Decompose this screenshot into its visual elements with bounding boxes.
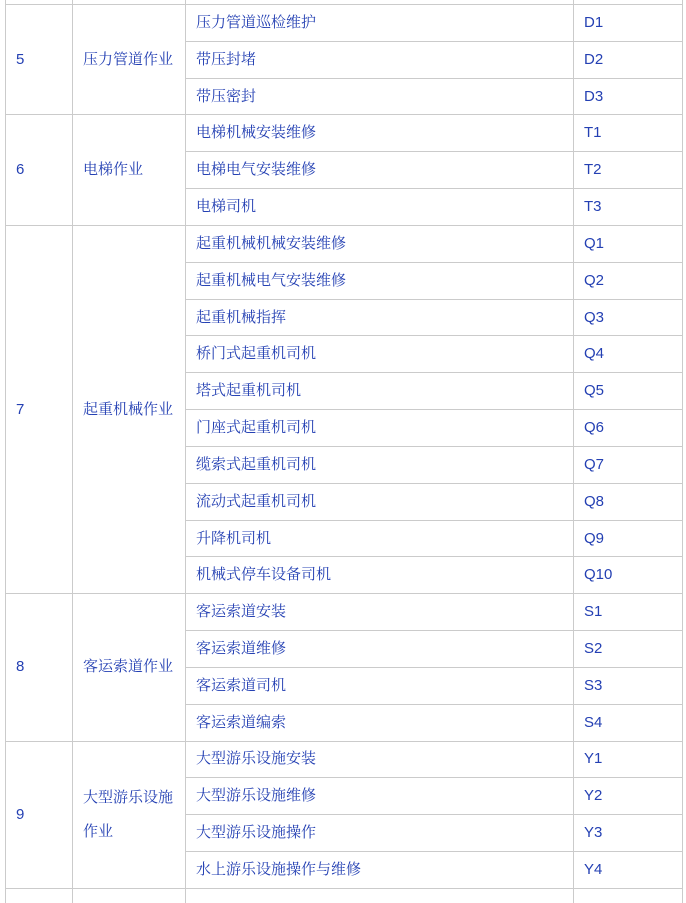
item-name-cell: 升降机司机 <box>186 520 574 557</box>
item-code-cell: Q5 <box>574 373 683 410</box>
item-name-cell: 客运索道安装 <box>186 594 574 631</box>
empty-cell <box>73 888 186 903</box>
category-cell: 压力管道作业 <box>73 5 186 115</box>
table-row <box>6 741 683 778</box>
item-code-cell: Q6 <box>574 410 683 447</box>
item-name-cell: 起重机械机械安装维修 <box>186 225 574 262</box>
serial-number-cell: 6 <box>6 115 73 225</box>
item-code-cell: S3 <box>574 667 683 704</box>
item-name-cell: 大型游乐设施安装 <box>186 741 574 778</box>
category-cell: 起重机械作业 <box>73 225 186 593</box>
item-name-cell: 桥门式起重机司机 <box>186 336 574 373</box>
item-name-cell: 机械式停车设备司机 <box>186 557 574 594</box>
item-name-cell: 起重机械指挥 <box>186 299 574 336</box>
item-code-cell: T3 <box>574 189 683 226</box>
item-name-cell: 流动式起重机司机 <box>186 483 574 520</box>
item-name-cell: 门座式起重机司机 <box>186 410 574 447</box>
item-name-cell: 客运索道维修 <box>186 631 574 668</box>
item-name-cell: 起重机械电气安装维修 <box>186 262 574 299</box>
item-code-cell: Q1 <box>574 225 683 262</box>
item-code-cell: Q3 <box>574 299 683 336</box>
item-name-cell: 大型游乐设施维修 <box>186 778 574 815</box>
serial-number-cell: 7 <box>6 225 73 593</box>
table-body <box>6 0 683 903</box>
item-code-cell: Q8 <box>574 483 683 520</box>
item-name-cell: 电梯司机 <box>186 189 574 226</box>
category-cell: 客运索道作业 <box>73 594 186 741</box>
table-row <box>6 115 683 152</box>
table-row <box>6 225 683 262</box>
item-code-cell: Q4 <box>574 336 683 373</box>
item-code-cell: T1 <box>574 115 683 152</box>
category-cell: 大型游乐设施作业 <box>73 741 186 888</box>
item-code-cell: S4 <box>574 704 683 741</box>
item-name-cell: 带压封堵 <box>186 41 574 78</box>
item-name-cell: 带压密封 <box>186 78 574 115</box>
empty-cell <box>574 888 683 903</box>
item-name-cell: 客运索道编索 <box>186 704 574 741</box>
serial-number-cell: 8 <box>6 594 73 741</box>
item-name-cell: 缆索式起重机司机 <box>186 446 574 483</box>
cut-off-row-bottom <box>6 888 683 903</box>
item-code-cell: D1 <box>574 5 683 42</box>
serial-number-cell: 9 <box>6 741 73 888</box>
empty-cell <box>6 888 73 903</box>
table-row <box>6 5 683 42</box>
item-code-cell: Y4 <box>574 852 683 889</box>
item-code-cell: Y3 <box>574 815 683 852</box>
item-name-cell: 电梯机械安装维修 <box>186 115 574 152</box>
item-code-cell: Q10 <box>574 557 683 594</box>
item-code-cell: Q7 <box>574 446 683 483</box>
empty-cell <box>186 888 574 903</box>
item-name-cell: 大型游乐设施操作 <box>186 815 574 852</box>
item-code-cell: Y1 <box>574 741 683 778</box>
special-equipment-category-table <box>5 0 683 903</box>
serial-number-cell: 5 <box>6 5 73 115</box>
item-code-cell: Q9 <box>574 520 683 557</box>
item-code-cell: D2 <box>574 41 683 78</box>
item-code-cell: T2 <box>574 152 683 189</box>
table-row <box>6 594 683 631</box>
item-code-cell: S1 <box>574 594 683 631</box>
category-cell: 电梯作业 <box>73 115 186 225</box>
item-name-cell: 压力管道巡检维护 <box>186 5 574 42</box>
item-name-cell: 塔式起重机司机 <box>186 373 574 410</box>
item-code-cell: Q2 <box>574 262 683 299</box>
item-name-cell: 水上游乐设施操作与维修 <box>186 852 574 889</box>
item-name-cell: 电梯电气安装维修 <box>186 152 574 189</box>
item-code-cell: D3 <box>574 78 683 115</box>
item-code-cell: S2 <box>574 631 683 668</box>
item-name-cell: 客运索道司机 <box>186 667 574 704</box>
item-code-cell: Y2 <box>574 778 683 815</box>
